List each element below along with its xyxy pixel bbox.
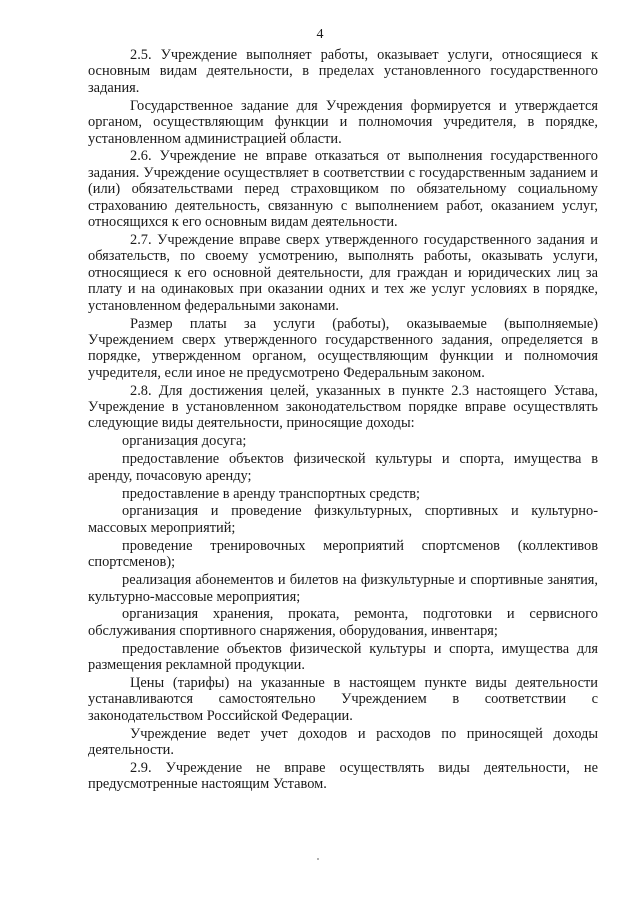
list-item: организация и проведение физкультурных, спортивных и культурно-массовых мероприятий; (88, 503, 598, 536)
paragraph-2-6: 2.6. Учреждение не вправе отказаться от выполнения государственного задания. Учреждение осуществляет в соответствии с государственным заданием и (или) обязательствами перед страховщиком по обязательному социальному страхованию деятельность, связанную с выполнением работ, оказанием услуг, относящихся к его основным видам деятельности. (88, 148, 598, 231)
list-item: предоставление объектов физической культуры и спорта, имущества в аренду, почасовую аренду; (88, 451, 598, 484)
list-item: организация досуга; (122, 433, 247, 450)
page-number: 4 (316, 27, 324, 42)
scan-speck (317, 858, 319, 860)
paragraph-prices: Цены (тарифы) на указанные в настоящем пункте виды деятельности устанавливаются самостоятельно Учреждением в соответствии с законодательством Российской Федерации. (88, 675, 598, 724)
list-item: предоставление объектов физической культуры и спорта, имущества для размещения рекламной продукции. (88, 640, 598, 674)
list-item: предоставление в аренду транспортных средств; (122, 485, 421, 502)
paragraph-2-8: 2.8. Для достижения целей, указанных в пункте 2.3 настоящего Устава, Учреждение в установленном законодательством порядке вправе осуществлять следующие виды деятельности, приносящие доходы: (88, 382, 598, 432)
paragraph-2-9: 2.9. Учреждение не вправе осуществлять виды деятельности, не предусмотренные настоящим Уставом. (88, 760, 598, 793)
document-body (88, 47, 598, 794)
list-item: организация хранения, проката, ремонта, подготовки и сервисного обслуживания спортивного снаряжения, оборудования, инвентаря; (88, 606, 598, 639)
paragraph-2-7: 2.7. Учреждение вправе сверх утвержденного государственного задания и обязательств, по своему усмотрению, выполнять работы, оказывать услуги, относящиеся к его основной деятельности, для граждан и юридических лиц за плату и на одинаковых при оказании одних и тех же услуг условиях в порядке, установленном федеральными законами. (88, 231, 598, 314)
list-item: реализация абонементов и билетов на физкультурные и спортивные занятия, культурно-массовые мероприятия; (88, 572, 598, 605)
paragraph-fee-size: Размер платы за услуги (работы), оказываемые (выполняемые) Учреждением сверх утвержденного государственного задания, определяется в порядке, утвержденном органом, осуществляющим функции и полномочия учредителя, если иное не предусмотрено Федеральным законом. (88, 315, 598, 381)
list-item: проведение тренировочных мероприятий спортсменов (коллективов спортсменов); (88, 537, 598, 571)
paragraph-state-task: Государственное задание для Учреждения формируется и утверждается органом, осуществляющим функции и полномочия учредителя, в порядке, установленном администрацией области. (88, 97, 598, 147)
paragraph-accounting: Учреждение ведет учет доходов и расходов по приносящей доходы деятельности. (88, 725, 598, 759)
paragraph-2-5: 2.5. Учреждение выполняет работы, оказывает услуги, относящиеся к основным видам деятельности, в пределах установленного государственного задания. (88, 47, 598, 96)
